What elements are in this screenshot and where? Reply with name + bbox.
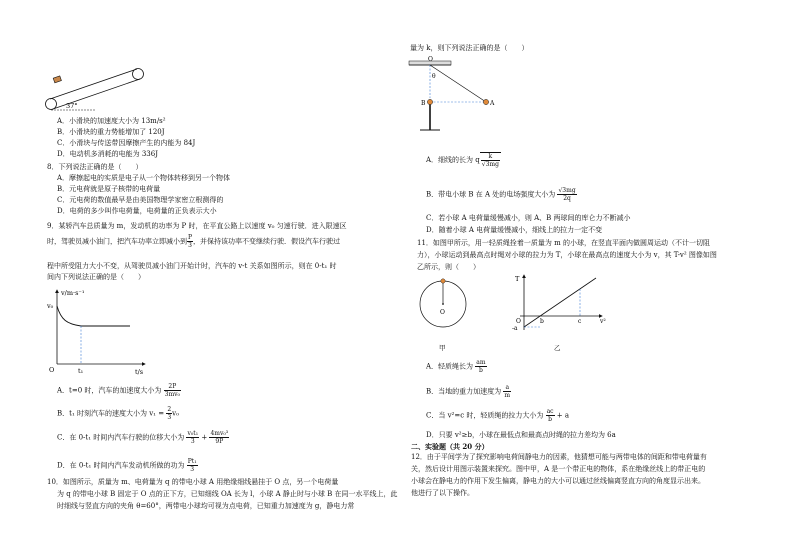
jia-o-label: O [440,309,445,316]
q12-line-4: 他进行了以下操作。 [411,489,474,497]
q7-option-a: A．小滑块的加速度大小为 13m/s² [57,117,166,125]
q11-option-c: C．当 v²=c 时，轻质绳的拉力大小为 $\frac{ac}{b}$ + a [426,408,570,423]
q11-tv2-graph-yi [510,272,610,357]
q10-option-c: C．若小球 A 电荷量缓慢减小，则 A、B 两球间的库仑力不断减小 [426,214,631,222]
yi-x-label: v² [600,318,606,325]
yi-c-label: c [578,318,582,325]
fig10-b-label: B [421,100,426,107]
q9-line-2b: ，并保持该功率不变继续行驶．假设汽车行驶过 [193,237,341,246]
yi-t-label: T [515,275,520,283]
q12-line-3: 小球会在静电力的作用下发生偏离，静电力的大小可以通过丝线偏离竖直方向的角度显示出来。 [411,477,705,485]
yi-caption: 乙 [554,344,561,352]
q10-option-b: B．带电小球 B 在 A 处的电场强度大小为 $\frac{√3mg}{2q}$ [426,187,576,202]
vt-v0-label: v₀ [47,302,54,310]
yi-b-label: b [540,318,544,325]
q10-continuation: 量为 k，则下列说法正确的是（ ） [410,44,529,52]
q10-option-a: A．细线的长为 q $\frac{k}{√3mg}$ [426,153,499,168]
ball-b [427,99,432,104]
q10-option-d: D．随着小球 A 电荷量缓慢减小，细线上的拉力一定不变 [426,226,603,234]
yi-line [524,278,596,327]
q9-option-d: D．在 0-t₁ 时间内汽车发动机所做的功为 $\frac{\text{Pt₁}}{3}$ [57,458,197,473]
ball-a [483,99,488,104]
vt-x-label: t/s [135,368,144,376]
q11-circle-figure-jia [413,274,473,354]
q8-option-c: C．元电荷的数值最早是由美国物理学家密立根测得的 [57,196,224,204]
q10-line-2: 为 q 的带电小球 B 固定于 O 点的正下方，已知细线 OA 长为 l，小球 A 静止时与小球 B 在同一水平线上，此 [57,490,398,498]
q11-option-a: A．轻质绳长为 $\frac{am}{b}$ [426,359,486,374]
q9-line-2 [47,234,340,249]
q11-line-2: 力），小球运动到最高点时绳对小球的拉力为 T，小球在最高点的速度大小为 v，其 T-v² 图像如图 [417,251,717,259]
q9-option-b: B．t₁ 时刻汽车的速度大小为 v₁ = $\frac{2}{3}$ v₀ [57,406,179,421]
q9-fraction-p3: $\frac{P}{3}$ [188,234,193,249]
q9-line-4: 间内下列说法正确的是（ ） [47,273,145,281]
q12-line-1: 12．由于平间学为了探究影响电荷间静电力的因素，他猜想可能与两带电体的间距和带电荷量有 [411,453,707,461]
q8-option-d: D．电荷的多少叫作电荷量，电荷量的正负表示大小 [57,207,217,215]
slider-block [53,76,61,83]
upper-pulley [133,69,144,80]
yi-neg-a-label: -a [512,325,518,332]
fig10-theta-label: θ [432,73,436,80]
q7-option-c: C．小滑块与传送带因摩擦产生的内能为 84J [57,139,196,147]
q8-option-b: B．元电荷就是原子核带的电荷量 [57,185,161,193]
q9-option-c: C．在 0-t₁ 时间内汽车行驶的位移大小为 $\frac{\text{v₀t₁}}{3}$ + $\frac{\text{4mv₀³}}{9P}$ [57,430,229,445]
q10-line-1: 10．如图所示，质量为 m、电荷量为 q 的带电小球 A 用绝缘细线悬挂于 O 点，另一个电荷量 [47,478,339,486]
yi-origin-label: O [516,318,521,325]
vt-origin-label: O [49,366,55,374]
q10-pendulum-figure [406,58,506,133]
q12-line-2: 关，然后设计用图示装置来探究。图中甲，A 是一个带正电的物体，系在绝缘丝线上的带正电的 [411,465,706,473]
belt-top [50,69,137,99]
ball-top [441,279,445,283]
q9-line-1: 9．某轿汽车总质量为 m，发动机的功率为 P 时，在平直公路上以速度 v₀ 匀速行驶．进入限速区 [47,222,347,230]
q9-vt-graph [45,286,155,376]
thread-oa [430,65,486,102]
q8-option-a: A．摩擦起电的实质是电子从一个物体转移到另一个物体 [57,174,231,182]
section-2-heading: 二、实验题（共 20 分） [411,442,489,451]
fig10-a-label: A [490,100,495,107]
q11-option-d: D．只要 v²≥b，小球在最低点和最高点时绳的拉力差均为 6a [426,431,616,439]
q9-line-2a: 时，驾驶员减小油门，把汽车功率立即减小到 [47,237,187,246]
q11-line-1: 11．如图甲所示，用一轻质绳拴着一质量为 m 的小球，在竖直平面内做圆周运动（不计一切阻 [417,239,710,247]
vt-t1-label: t₁ [78,367,84,375]
incline-angle-label: 37° [66,102,78,110]
q7-option-d: D．电动机多消耗的电能为 336J [57,150,159,158]
q9-option-a: A．t=0 时，汽车的加速度大小为 $\frac{2P}{\text{3mv₀}}$ [57,383,180,398]
vt-y-label: v/m·s⁻¹ [61,289,85,297]
q11-line-3: 乙所示，则（ ） [417,263,480,271]
incline-conveyor-figure [40,64,160,119]
q11-option-b: B．当地的重力加速度为 $\frac{a}{m}$ [426,384,511,399]
fig10-o-label: O [428,56,433,63]
q9-line-3: 程中所受阻力大小不变，从驾驶员减小油门开始计时，汽车的 v-t 关系如图所示，则在 0-t₁ 时 [47,262,337,270]
vt-decay-curve [57,306,130,326]
center-dot [442,303,444,305]
jia-caption: 甲 [439,344,446,352]
q7-option-b: B．小滑块的重力势能增加了 120J [57,128,165,136]
q10-line-3: 时细线与竖直方向的夹角 θ=60°，两带电小球均可视为点电荷，已知重力加速度为 g，静电力常 [57,502,355,510]
sqrt-sign: $\frac{k}{√3mg}$ [481,153,499,168]
q8-stem: 8．下列说法正确的是（ ） [47,163,143,171]
lower-pulley [46,99,57,110]
